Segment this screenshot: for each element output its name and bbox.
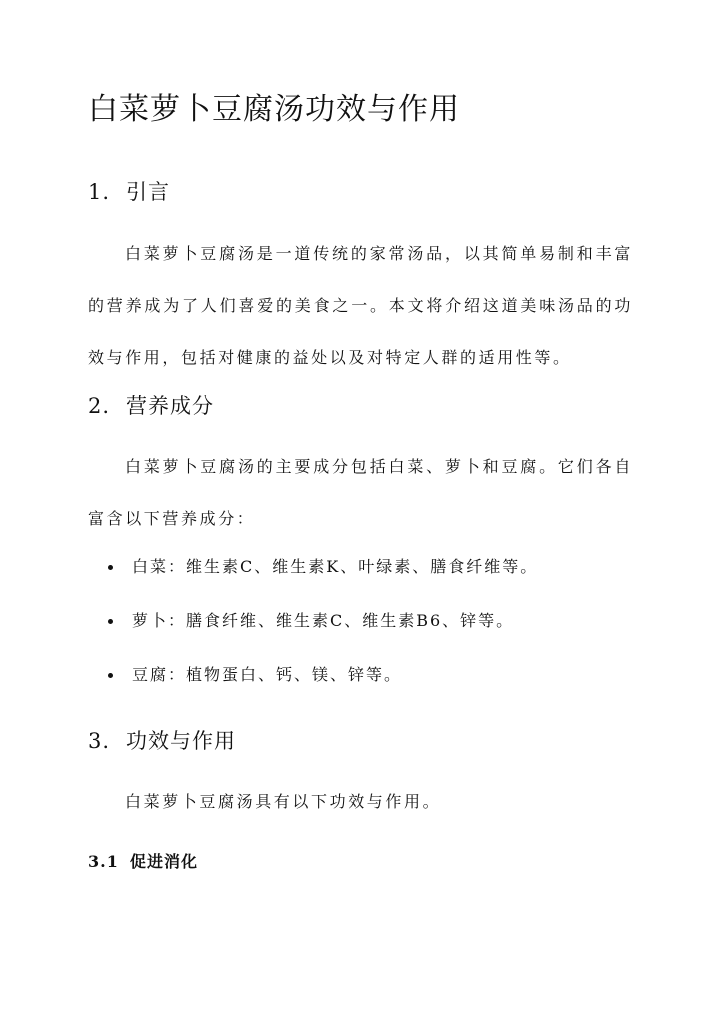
- section-2-paragraph: 白菜萝卜豆腐汤的主要成分包括白菜、萝卜和豆腐。它们各自富含以下营养成分：: [88, 457, 633, 528]
- section-2-heading: [88, 390, 214, 420]
- subsection-3-1-title: 促进消化: [130, 852, 199, 871]
- section-2-number: 2.: [88, 394, 111, 418]
- subsection-3-1-heading: [88, 849, 198, 872]
- list-item: [88, 609, 633, 663]
- nutrient-list: [88, 555, 633, 717]
- section-1-paragraph: 白菜萝卜豆腐汤是一道传统的家常汤品，以其简单易制和丰富的营养成为了人们喜爱的美食之一。本文将介绍这道美味汤品的功效与作用，包括对健康的益处以及对特定人群的适用性等。: [88, 244, 633, 367]
- section-1-number: 1.: [88, 180, 111, 204]
- document-title: 白菜萝卜豆腐汤功效与作用: [88, 92, 460, 127]
- list-item-text: 萝卜：膳食纤维、维生素C、维生素B6、锌等。: [132, 611, 515, 630]
- section-1-title: 引言: [126, 180, 170, 204]
- list-item-text: 豆腐：植物蛋白、钙、镁、锌等。: [132, 665, 403, 684]
- bullet-dot-icon: [108, 673, 113, 678]
- section-1-heading: [88, 176, 170, 206]
- section-3-heading: [88, 725, 236, 755]
- section-3-number: 3.: [88, 729, 111, 753]
- section-2-title: 营养成分: [126, 394, 214, 418]
- section-3-title: 功效与作用: [126, 729, 236, 753]
- section-3-paragraph: 白菜萝卜豆腐汤具有以下功效与作用。: [125, 792, 442, 811]
- list-item-text: 白菜：维生素C、维生素K、叶绿素、膳食纤维等。: [132, 557, 539, 576]
- bullet-dot-icon: [108, 565, 113, 570]
- subsection-3-1-number: 3.1: [88, 852, 119, 871]
- list-item: [88, 663, 633, 717]
- bullet-dot-icon: [108, 619, 113, 624]
- list-item: [88, 555, 633, 609]
